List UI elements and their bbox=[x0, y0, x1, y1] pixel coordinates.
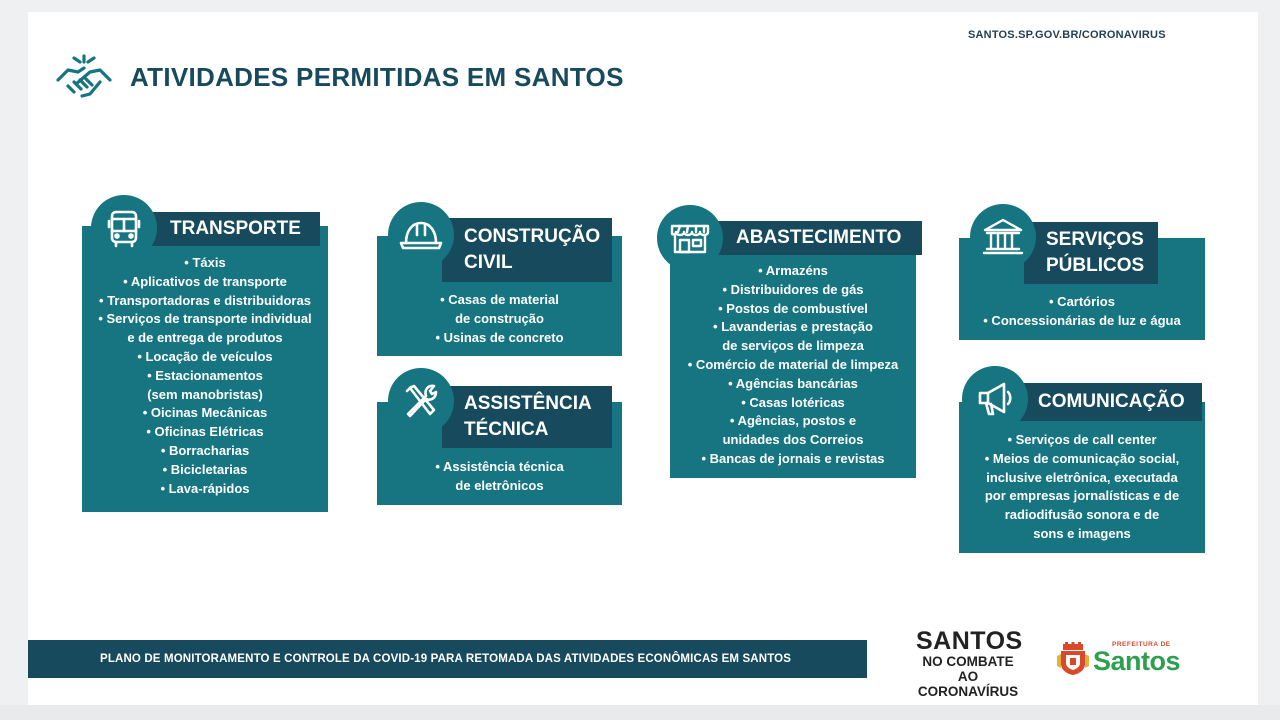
card-abastecimento-title bbox=[716, 221, 922, 255]
bus-icon bbox=[103, 207, 145, 249]
page-title: ATIVIDADES PERMITIDAS EM SANTOS bbox=[130, 62, 624, 92]
list-item: • Meios de comunicação social, bbox=[984, 450, 1180, 466]
campaign-logo bbox=[916, 627, 1023, 699]
card-title-line1: CONSTRUÇÃO bbox=[464, 226, 601, 247]
list-item: • Agências, postos e bbox=[729, 413, 857, 429]
list-item: de serviços de limpeza bbox=[722, 338, 864, 354]
public-building-icon bbox=[981, 216, 1025, 258]
list-item: • Locação de veículos bbox=[137, 348, 273, 364]
prefeitura-name: Santos bbox=[1093, 646, 1181, 676]
list-item: • Assistência técnica bbox=[435, 459, 564, 474]
list-item: e de entrega de produtos bbox=[127, 330, 283, 346]
handshake-icon bbox=[54, 52, 114, 104]
list-item: • Comércio de material de limpeza bbox=[687, 356, 899, 372]
card-transporte bbox=[82, 226, 328, 512]
tools-icon bbox=[400, 380, 442, 422]
list-item: • Lava-rápidos bbox=[160, 480, 250, 496]
list-item: • Oicinas Mecânicas bbox=[142, 405, 268, 421]
store-icon bbox=[668, 218, 712, 258]
card-title: TRANSPORTE bbox=[170, 218, 301, 239]
list-item: • Casas de material bbox=[440, 292, 559, 307]
campaign-line1: SANTOS bbox=[916, 627, 1023, 655]
list-item: (sem manobristas) bbox=[147, 386, 263, 402]
card-title-line1: ASSISTÊNCIA bbox=[464, 393, 592, 414]
bottom-strip bbox=[0, 705, 1280, 720]
card-servicos-title bbox=[1024, 222, 1158, 284]
hard-hat-icon bbox=[398, 215, 444, 255]
public-building-icon-badge bbox=[970, 204, 1036, 270]
list-item: • Aplicativos de transporte bbox=[123, 273, 287, 289]
card-title: COMUNICAÇÃO bbox=[1038, 391, 1185, 412]
campaign-line2: NO COMBATE bbox=[922, 654, 1014, 669]
list-item: sons e imagens bbox=[1033, 525, 1131, 541]
list-item: • Distribuidores de gás bbox=[722, 281, 864, 297]
footer-text: PLANO DE MONITORAMENTO E CONTROLE DA COVID-19 PARA RETOMADA DAS ATIVIDADES ECONÔMICAS EM SANTOS bbox=[100, 653, 792, 665]
card-title-line1: SERVIÇOS bbox=[1046, 229, 1144, 250]
list-item: • Agências bancárias bbox=[728, 375, 858, 391]
list-item: unidades dos Correios bbox=[722, 432, 864, 448]
list-item: • Bancas de jornais e revistas bbox=[701, 450, 885, 466]
card-transporte-title bbox=[148, 212, 320, 246]
list-item: inclusive eletrônica, executada bbox=[986, 469, 1178, 485]
website-url[interactable]: SANTOS.SP.GOV.BR/CORONAVIRUS bbox=[968, 29, 1166, 41]
campaign-line3: AO CORONAVÍRUS bbox=[917, 669, 1019, 699]
card-abastecimento bbox=[670, 242, 916, 478]
card-construcao-title bbox=[442, 218, 612, 282]
list-item: • Oficinas Elétricas bbox=[146, 424, 264, 440]
prefeitura-label: PREFEITURA DE bbox=[1112, 641, 1171, 648]
list-item: • Cartórios bbox=[1049, 294, 1115, 309]
list-item: • Concessionárias de luz e água bbox=[983, 312, 1181, 328]
list-item: radiodifusão sonora e de bbox=[1004, 507, 1160, 523]
card-title-line2: PÚBLICOS bbox=[1046, 255, 1145, 276]
bus-icon-badge bbox=[91, 195, 157, 261]
card-title-line2: CIVIL bbox=[464, 252, 513, 273]
card-title: ABASTECIMENTO bbox=[736, 227, 902, 248]
megaphone-icon-badge bbox=[962, 366, 1028, 432]
list-item: • Borracharias bbox=[160, 442, 250, 458]
list-item: • Transportadoras e distribuidoras bbox=[99, 292, 311, 308]
megaphone-icon bbox=[974, 378, 1016, 420]
footer-banner bbox=[28, 640, 867, 678]
list-item: de eletrônicos bbox=[455, 477, 544, 493]
list-item: por empresas jornalísticas e de bbox=[984, 488, 1180, 504]
list-item: • Casas lotéricas bbox=[741, 394, 845, 410]
list-item: • Estacionamentos bbox=[147, 367, 263, 383]
tools-icon-badge bbox=[388, 368, 454, 434]
list-item: • Bicicletarias bbox=[162, 461, 248, 477]
list-item: • Táxis bbox=[184, 255, 226, 270]
card-assistencia-title bbox=[442, 386, 612, 448]
list-item: • Serviços de call center bbox=[1007, 432, 1157, 447]
card-title-line2: TÉCNICA bbox=[464, 419, 549, 440]
hard-hat-icon-badge bbox=[388, 202, 454, 268]
list-item: de construção bbox=[455, 310, 544, 326]
list-item: • Usinas de concreto bbox=[435, 329, 564, 345]
card-comunicacao-title bbox=[1018, 383, 1202, 421]
list-item: • Lavanderias e prestação bbox=[713, 319, 873, 335]
list-item: • Postos de combustível bbox=[718, 300, 868, 316]
store-icon-badge bbox=[657, 205, 723, 271]
list-item: • Armazéns bbox=[758, 263, 828, 278]
list-item: • Serviços de transporte individual bbox=[98, 311, 312, 327]
city-crest-icon bbox=[1057, 642, 1089, 676]
